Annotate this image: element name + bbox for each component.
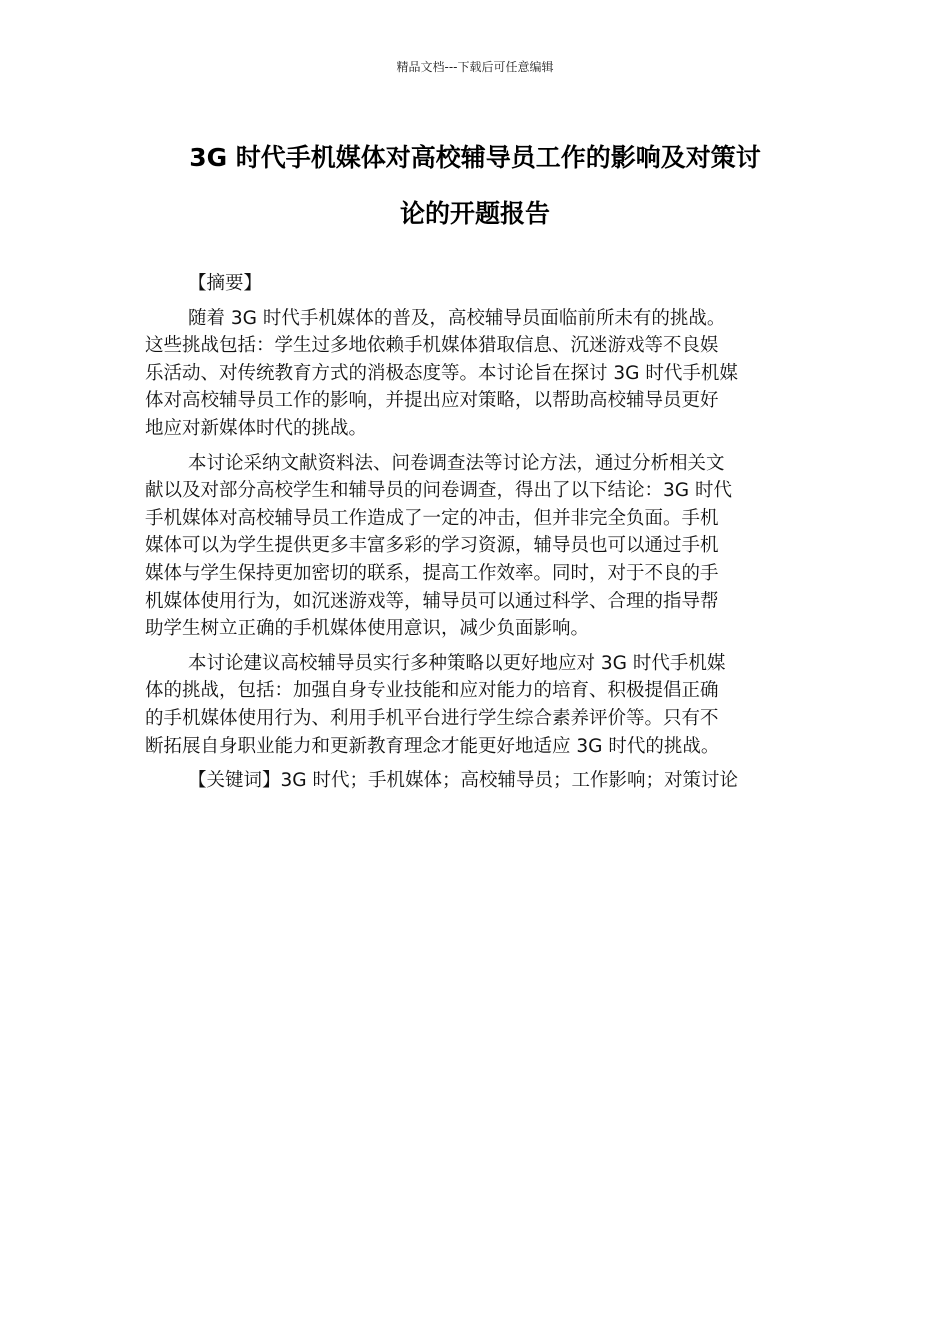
abstract-paragraph-3: [145, 650, 805, 760]
title-line: 3G 时代手机媒体对高校辅导员工作的影响及对策讨: [189, 143, 761, 172]
text-line: 助学生树立正确的手机媒体使用意识，减少负面影响。: [145, 618, 590, 640]
text-line: 手机媒体对高校辅导员工作造成了一定的冲击，但并非完全负面。手机: [145, 507, 719, 529]
text-line: 本讨论建议高校辅导员实行多种策略以更好地应对 3G 时代手机媒: [188, 652, 726, 674]
text-line: 体对高校辅导员工作的影响，并提出应对策略，以帮助高校辅导员更好: [145, 390, 719, 412]
text-line: 媒体与学生保持更加密切的联系，提高工作效率。同时，对于不良的手: [145, 562, 719, 584]
text-line: 媒体可以为学生提供更多丰富多彩的学习资源，辅导员也可以通过手机: [145, 535, 719, 557]
text-line: 的手机媒体使用行为、利用手机平台进行学生综合素养评价等。只有不: [145, 707, 719, 729]
text-line: 体的挑战，包括：加强自身专业技能和应对能力的培育、积极提倡正确: [145, 680, 719, 702]
text-line: 地应对新媒体时代的挑战。: [145, 417, 368, 439]
text-line: 这些挑战包括：学生过多地依赖手机媒体猎取信息、沉迷游戏等不良娱: [145, 335, 719, 357]
text-line: 断拓展自身职业能力和更新教育理念才能更好地适应 3G 时代的挑战。: [145, 735, 720, 757]
abstract-paragraph-2: [145, 450, 805, 643]
abstract-label: 【摘要】: [188, 273, 263, 294]
keywords-line: 【关键词】3G 时代；手机媒体；高校辅导员；工作影响；对策讨论: [188, 770, 738, 792]
text-line: 机媒体使用行为，如沉迷游戏等，辅导员可以通过科学、合理的指导帮: [145, 590, 719, 612]
abstract-paragraph-1: [145, 305, 805, 443]
document-body: [145, 270, 805, 795]
text-line: 乐活动、对传统教育方式的消极态度等。本讨论旨在探讨 3G 时代手机媒: [145, 362, 738, 384]
document-title: [145, 130, 805, 242]
text-line: 献以及对部分高校学生和辅导员的问卷调查，得出了以下结论：3G 时代: [145, 480, 732, 502]
text-line: 本讨论采纳文献资料法、问卷调查法等讨论方法，通过分析相关文: [188, 452, 725, 474]
header-note: 精品文档---下载后可任意编辑: [396, 60, 554, 74]
text-line: 随着 3G 时代手机媒体的普及，高校辅导员面临前所未有的挑战。: [188, 307, 726, 329]
title-line: 论的开题报告: [399, 199, 550, 228]
